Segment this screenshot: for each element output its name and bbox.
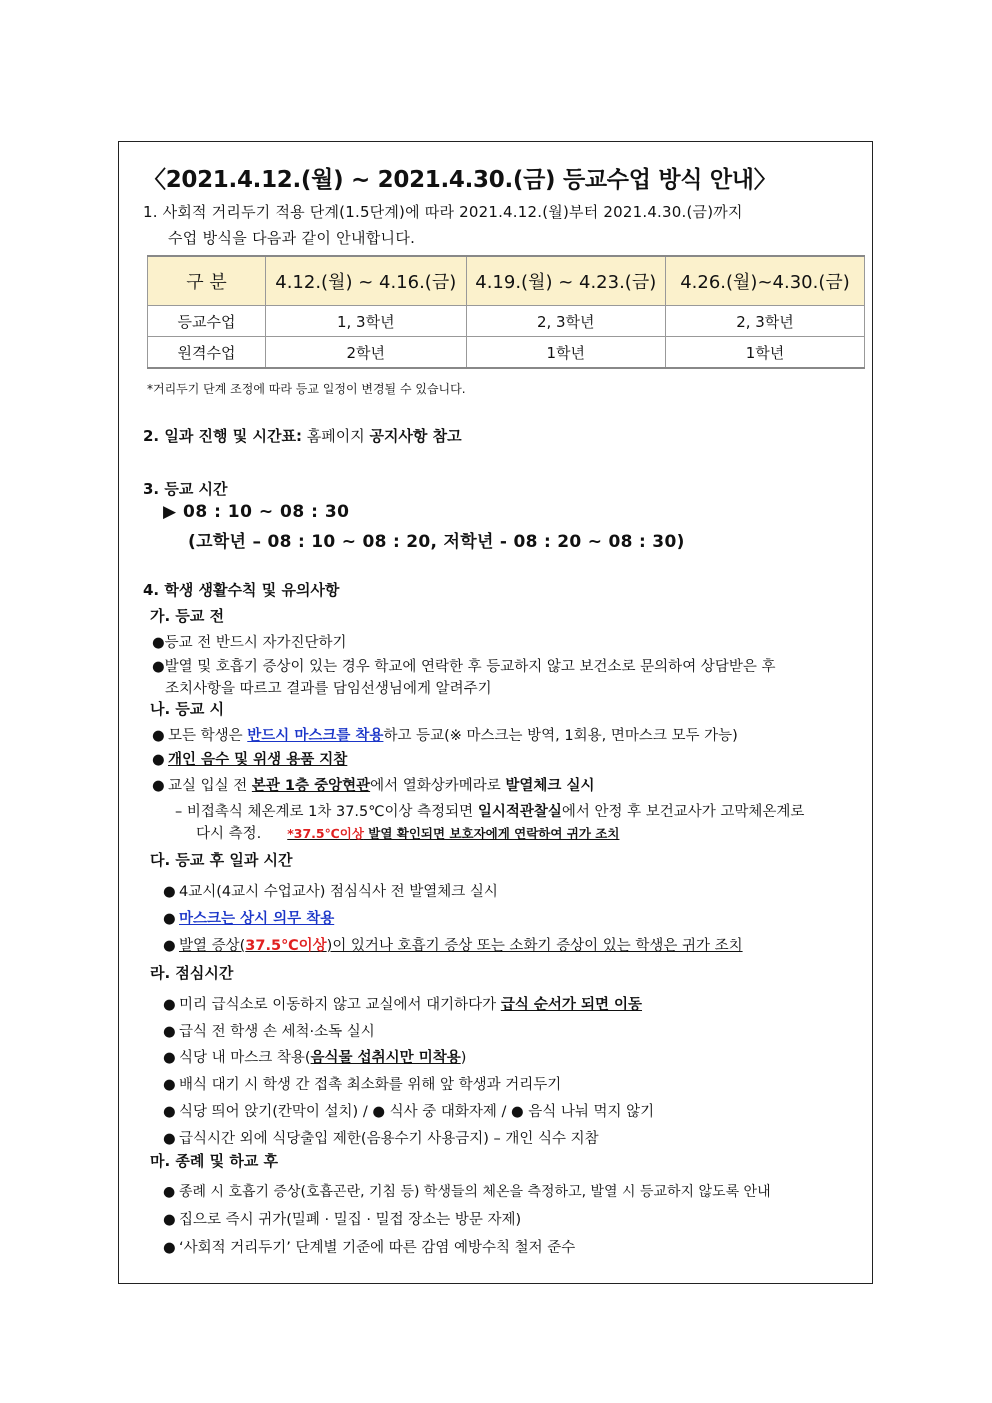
bullet-icon: ● bbox=[163, 1077, 176, 1093]
list-item-text: 4교시(4교시 수업교사) 점심식사 전 발열체크 실시 bbox=[179, 884, 498, 900]
list-item bbox=[163, 934, 743, 955]
list-item-emphasis: 개인 음수 및 위생 용품 지참 bbox=[168, 752, 348, 768]
list-item-text: 집으로 즉시 귀가(밀폐 · 밀집 · 밀접 장소는 방문 자제) bbox=[179, 1212, 522, 1228]
list-item-text: )이 있거나 호흡기 증상 또는 소화기 증상이 있는 학생은 귀가 조치 bbox=[326, 938, 743, 954]
list-item-text: 식당 내 마스크 착용( bbox=[179, 1050, 311, 1066]
bullet-icon: ● bbox=[163, 1104, 176, 1120]
attendance-time: ▶ 08 : 10 ~ 08 : 30 bbox=[163, 502, 350, 522]
table-cell: 2, 3학년 bbox=[466, 306, 666, 337]
row-label-remote: 원격수업 bbox=[148, 337, 266, 369]
bullet-icon: ● bbox=[163, 1131, 176, 1147]
list-item: ●등교 전 반드시 자가진단하기 bbox=[152, 635, 347, 651]
subsection-ma-heading: 마. 종례 및 하교 후 bbox=[150, 1152, 279, 1170]
list-item: ●발열 및 호흡기 증상이 있는 경우 학교에 연락한 후 등교하지 않고 보건소로 문의하여 상담받은 후 bbox=[152, 659, 776, 675]
row-label-in-school: 등교수업 bbox=[148, 306, 266, 337]
list-item-text: 교실 입실 전 bbox=[168, 778, 252, 794]
list-item-text: 급식시간 외에 식당출입 제한(음용수기 사용금지) – 개인 식수 지참 bbox=[179, 1131, 599, 1147]
list-item bbox=[163, 1181, 771, 1201]
section-2-text: 홈페이지 bbox=[301, 427, 370, 445]
list-item-continued bbox=[196, 822, 619, 843]
list-item bbox=[163, 1100, 654, 1121]
list-item-text: ) bbox=[460, 1050, 467, 1066]
page-title: 〈2021.4.12.(월) ~ 2021.4.30.(금) 등교수업 방식 안내〉 bbox=[143, 167, 777, 193]
header-category: 구 분 bbox=[148, 256, 266, 306]
subsection-ra-heading: 라. 점심시간 bbox=[150, 964, 234, 982]
list-item-text: ‘사회적 거리두기’ 단계별 기준에 따른 감염 예방수칙 철저 준수 bbox=[179, 1240, 576, 1256]
list-item-emphasis: 일시적관찰실 bbox=[477, 804, 562, 820]
list-item bbox=[163, 1127, 599, 1148]
bullet-icon: ● bbox=[163, 938, 176, 954]
list-item bbox=[152, 748, 347, 769]
list-item-text: 에서 열화상카메라로 bbox=[370, 778, 506, 794]
bullet-icon: ● bbox=[163, 1212, 176, 1228]
list-item-emphasis: 발열체크 실시 bbox=[505, 778, 595, 794]
list-item bbox=[163, 907, 334, 928]
schedule-table bbox=[147, 255, 865, 369]
bullet-icon: ● bbox=[163, 1050, 176, 1066]
list-item bbox=[163, 1020, 375, 1041]
bullet-icon: ● bbox=[163, 1240, 176, 1256]
intro-line-2: 수업 방식을 다음과 같이 안내합니다. bbox=[168, 229, 416, 247]
section-3-heading: 3. 등교 시간 bbox=[143, 480, 228, 498]
section-2-heading: 2. 일과 진행 및 시간표: bbox=[143, 427, 302, 445]
list-item-emphasis: 마스크는 상시 의무 착용 bbox=[179, 911, 335, 927]
table-row bbox=[148, 306, 865, 337]
subsection-na-heading: 나. 등교 시 bbox=[150, 700, 225, 718]
list-item bbox=[152, 724, 738, 745]
list-item bbox=[152, 774, 594, 795]
list-item-emphasis: 음식물 섭취시만 미착용 bbox=[310, 1050, 461, 1066]
bullet-icon: ● bbox=[163, 884, 176, 900]
table-cell: 2, 3학년 bbox=[666, 306, 865, 337]
list-item-text: 에서 안정 후 보건교사가 고막체온계로 bbox=[561, 804, 805, 820]
list-item-text: 모든 학생은 bbox=[168, 728, 248, 744]
bullet-icon: ● bbox=[163, 911, 176, 927]
bullet-icon: ● bbox=[163, 1184, 176, 1200]
bullet-icon: ● bbox=[163, 997, 176, 1013]
table-row bbox=[148, 337, 865, 369]
list-item-text: 발열 증상( bbox=[179, 938, 246, 954]
section-2-emphasis: 공지사항 참고 bbox=[369, 427, 462, 445]
section-4-heading: 4. 학생 생활수칙 및 유의사항 bbox=[143, 581, 340, 599]
table-cell: 1, 3학년 bbox=[266, 306, 466, 337]
list-item-text: 다시 측정. bbox=[196, 826, 262, 842]
subsection-ga-heading: 가. 등교 전 bbox=[150, 607, 225, 625]
list-item-text: 하고 등교(※ 마스크는 방역, 1회용, 면마스크 모두 가능) bbox=[383, 728, 738, 744]
bullet-icon: ● bbox=[152, 728, 165, 744]
list-item-text: 종례 시 호흡기 증상(호흡곤란, 기침 등) 학생들의 체온을 측정하고, 발열 시 등교하지 않도록 안내 bbox=[179, 1184, 771, 1200]
header-week-1: 4.12.(월) ~ 4.16.(금) bbox=[266, 256, 466, 306]
list-item bbox=[175, 800, 804, 821]
list-item bbox=[163, 1236, 575, 1257]
table-cell: 1학년 bbox=[466, 337, 666, 369]
subsection-da-heading: 다. 등교 후 일과 시간 bbox=[150, 851, 293, 869]
list-item bbox=[163, 880, 498, 901]
schedule-header-row bbox=[148, 256, 865, 306]
list-item-continued: 조치사항을 따르고 결과를 담임선생님에게 알려주기 bbox=[165, 681, 492, 697]
list-item bbox=[163, 1046, 466, 1067]
list-item-emphasis: 반드시 마스크를 착용 bbox=[247, 728, 384, 744]
bullet-icon: ● bbox=[163, 1024, 176, 1040]
header-week-3: 4.26.(월)~4.30.(금) bbox=[666, 256, 865, 306]
temperature-threshold: 37.5℃이상 bbox=[245, 938, 327, 954]
list-item-text: 급식 전 학생 손 세척·소독 실시 bbox=[179, 1024, 375, 1040]
list-item bbox=[163, 1073, 561, 1094]
intro-line-1: 1. 사회적 거리두기 적용 단계(1.5단계)에 따라 2021.4.12.(월)부터 2021.4.30.(금)까지 bbox=[143, 203, 743, 221]
list-item-emphasis: 급식 순서가 되면 이동 bbox=[500, 997, 643, 1013]
list-item-emphasis: 본관 1층 중앙현관 bbox=[251, 778, 371, 794]
list-item-text: – 비접촉식 체온계로 1차 37.5℃이상 측정되면 bbox=[175, 804, 478, 820]
list-item bbox=[163, 1208, 521, 1229]
section-2-line bbox=[143, 425, 462, 446]
header-week-2: 4.19.(월) ~ 4.23.(금) bbox=[466, 256, 666, 306]
bullet-icon: ● bbox=[152, 778, 165, 794]
list-item-text: 식당 띄어 앉기(칸막이 설치) / ● 식사 중 대화자제 / ● 음식 나눠 먹지 않기 bbox=[179, 1104, 655, 1120]
list-item-emphasis: 발열 확인되면 보호자에게 연락하여 귀가 조치 bbox=[363, 826, 620, 841]
attendance-time-detail: (고학년 – 08 : 10 ~ 08 : 20, 저학년 - 08 : 20 ~ 08 : 30) bbox=[188, 532, 685, 552]
list-item bbox=[163, 993, 642, 1014]
table-cell: 2학년 bbox=[266, 337, 466, 369]
table-note: *거리두기 단계 조정에 따라 등교 일정이 변경될 수 있습니다. bbox=[147, 382, 466, 396]
list-item-text: 미리 급식소로 이동하지 않고 교실에서 대기하다가 bbox=[179, 997, 501, 1013]
bullet-icon: ● bbox=[152, 752, 165, 768]
table-cell: 1학년 bbox=[666, 337, 865, 369]
temperature-threshold: *37.5℃이상 bbox=[287, 826, 364, 841]
list-item-text: 배식 대기 시 학생 간 접촉 최소화를 위해 앞 학생과 거리두기 bbox=[179, 1077, 562, 1093]
